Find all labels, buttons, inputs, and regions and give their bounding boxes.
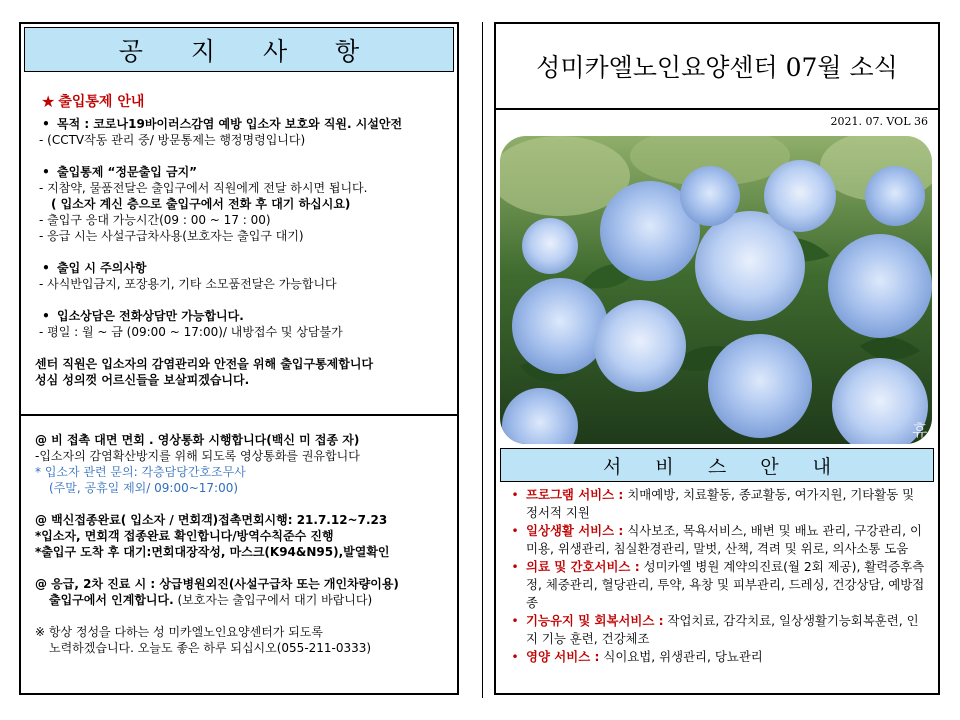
inquiry-line: (주말, 공휴일 제외/ 09:00~17:00) [49,481,239,495]
section-line: - 사식반입금지, 포장용기, 기타 소모품전달은 가능합니다 [39,277,337,291]
section-line: - 평일 : 월 ~ 금 (09:00 ~ 17:00)/ 내방접수 및 상담불가 [39,325,343,339]
inquiry-line: * 입소자 관련 문의: 각층담당간호조무사 [35,465,246,479]
closing-line: 센터 직원은 입소자의 감염관리와 안전을 위해 출입구통제합니다 [35,357,374,371]
emergency-line: @ 응급, 2차 진료 시 : 상급병원외진(사설구급차 또는 개인차량이용) [35,577,399,591]
hydrangea-photo [500,136,932,444]
notice-panel [19,22,459,695]
emergency-line-2: 출입구에서 인계합니다. (보호자는 출입구에서 대기 바랍니다) [49,593,373,607]
notice-title: 공 지 사 항 [24,27,454,72]
center-divider [482,22,483,698]
visit-line: -입소자의 감염확산방지를 위해 되도록 영상통화를 권유합니다 [35,449,360,463]
service-item-medical: • 의료 및 간호서비스 : 성미카엘 병원 계약의진료(월 2회 제공), 활력증후측정, 체중관리, 혈당관리, 투약, 욕창 및 피부관리, 드레싱, 건강상담, 예방접종 [504,558,930,612]
vaccine-line: *출입구 도착 후 대기:면회대장작성, 마스크(K94&N95),발열확인 [35,545,390,559]
bullet-icon: • [511,523,519,538]
promise-line: 노력하겠습니다. 오늘도 좋은 하루 되십시오(055-211-0333) [49,641,372,655]
notice-heading-text: 출입통제 안내 [58,94,145,110]
section-access: • 출입통제 “정문출입 금지” [35,164,455,180]
hydrangea-image [500,136,932,444]
bullet-icon: • [42,309,50,323]
volume-label: 2021. 07. VOL 36 [830,115,928,128]
bullet-icon: • [511,559,519,574]
services-title: 서 비 스 안 내 [500,448,934,482]
section-line: - (CCTV작동 관리 중/ 방문통제는 행정명령입니다) [39,133,306,147]
newsletter-panel [494,22,940,695]
bullet-icon: • [511,649,519,664]
title-rule [496,108,938,110]
bullet-icon: • [42,165,50,179]
service-item-daily-life: • 일상생활 서비스 : 식사보조, 목욕서비스, 배변 및 배뇨 관리, 구강관리, 이미용, 위생관리, 침실환경관리, 말벗, 산책, 격려 및 위로, 의사소통 도움 [504,522,930,558]
section-divider [21,414,457,416]
bullet-icon: • [511,613,519,628]
services-list [504,486,930,666]
bullet-icon: • [42,117,50,131]
vaccine-line: @ 백신접종완료( 입소자 / 면회객)접촉면회시행: 21.7.12~7.23 [35,513,388,527]
section-caution: • 출입 시 주의사항 [35,260,455,276]
visit-line: @ 비 접촉 대면 면회 . 영상통화 시행합니다(백신 미 접종 자) [35,433,360,447]
access-control-notice [35,94,455,388]
section-bold-line: ( 입소자 계신 층으로 출입구에서 전화 후 대기 하십시요) [51,197,351,211]
photo-watermark: 휴 [912,421,928,440]
service-item-nutrition: • 영양 서비스 : 식이요법, 위생관리, 당뇨관리 [504,648,930,666]
closing-line: 성심 성의껏 어르신들을 보살피겠습니다. [35,373,250,387]
newsletter-title: 성미카엘노인요양센터 07월 소식 [536,53,898,82]
bullet-icon: • [511,487,519,502]
notice-heading [41,94,455,110]
promise-line: ※ 항상 정성을 다하는 성 미카엘노인요양센터가 되도록 [35,625,323,639]
section-purpose: • 목적 : 코로나19바이러스감염 예방 입소자 보호와 직원. 시설안전 [35,116,455,132]
service-item-rehab: • 기능유지 및 회복서비스 : 작업치료, 감각치료, 일상생활기능회복훈련, 인지 기능 훈련, 건강체조 [504,612,930,648]
visit-notice [35,432,455,656]
bullet-icon: • [42,261,50,275]
section-line: - 응급 시는 사설구급차사용(보호자는 출입구 대기) [39,229,304,243]
star-icon: ★ [41,92,56,111]
service-item-program: • 프로그램 서비스 : 치매예방, 치료활동, 종교활동, 여가지원, 기타활동 및 정서적 지원 [504,486,930,522]
vaccine-line: *입소자, 면회객 접종완료 확인합니다/방역수칙준수 진행 [35,529,334,543]
section-consult: • 입소상담은 전화상담만 가능합니다. [35,308,455,324]
section-line: - 지참약, 물품전달은 출입구에서 직원에게 전달 하시면 됩니다. [39,181,368,195]
section-line: - 출입구 응대 가능시간(09 : 00 ~ 17 : 00) [39,213,271,227]
